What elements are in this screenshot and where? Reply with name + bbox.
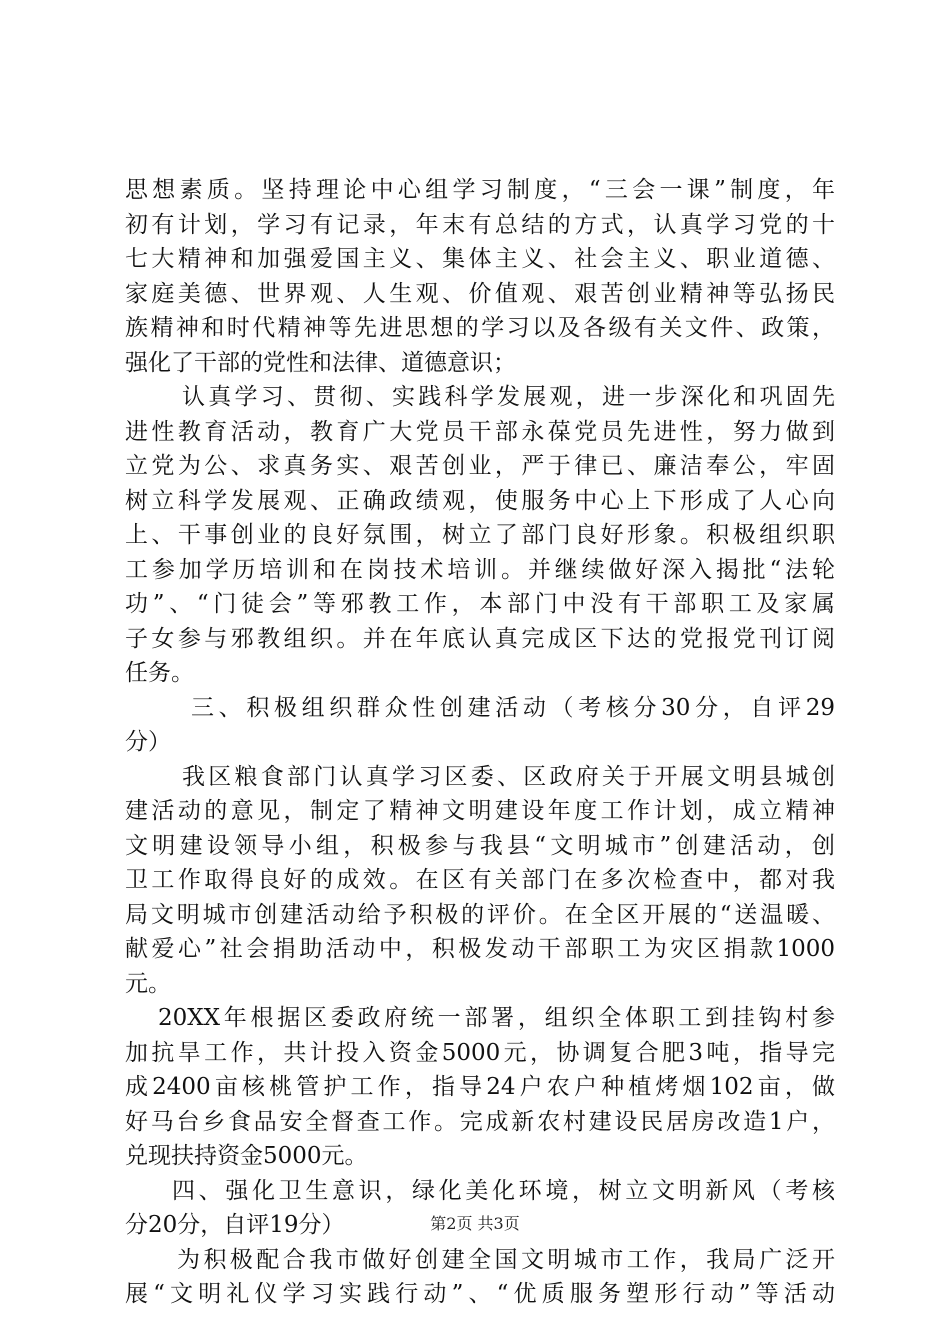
paragraph-line: 局文明城市创建活动给予积极的评价。在全区开展的“送温暖、 xyxy=(125,901,835,928)
paragraph-line: 任务。 xyxy=(125,660,194,686)
paragraph-line: 献爱心”社会捐助活动中，积极发动干部职工为灾区捐款1000 xyxy=(125,936,835,962)
paragraph-line: 卫工作取得良好的成效。在区有关部门在多次检查中，都对我 xyxy=(125,867,835,893)
paragraph-line: 思想素质。坚持理论中心组学习制度，“三会一课”制度，年 xyxy=(125,177,835,203)
paragraph-line: 为积极配合我市做好创建全国文明城市工作，我局广泛开 xyxy=(177,1246,835,1273)
paragraph-line: 我区粮食部门认真学习区委、区政府关于开展文明县城创 xyxy=(182,763,835,790)
paragraph-line: 文明建设领导小组，积极参与我县“文明城市”创建活动，创 xyxy=(125,832,835,859)
paragraph-line: 立党为公、求真务实、艰苦创业，严于律已、廉洁奉公，牢固 xyxy=(125,453,835,479)
paragraph-line: 进性教育活动，教育广大党员干部永葆党员先进性，努力做到 xyxy=(125,418,835,445)
section-heading-line: 四、强化卫生意识，绿化美化环境，树立文明新风（考核 xyxy=(172,1177,835,1204)
paragraph-line: 子女参与邪教组织。并在年底认真完成区下达的党报党刊订阅 xyxy=(125,625,835,652)
paragraph-line: 强化了干部的党性和法律、道德意识； xyxy=(125,349,516,376)
page-number-footer: 第2页 共3页 xyxy=(430,1214,520,1233)
section-heading-line: 三、积极组织群众性创建活动（考核分30分，自评29 xyxy=(191,694,835,721)
paragraph-line: 元。 xyxy=(125,970,171,997)
section-heading-line: 分20分，自评19分） xyxy=(125,1212,345,1238)
paragraph-line: 成2400亩核桃管护工作，指导24户农户种植烤烟102亩，做 xyxy=(125,1074,835,1100)
paragraph-line: 上、干事创业的良好氛围，树立了部门良好形象。积极组织职 xyxy=(125,522,835,548)
paragraph-line: 兑现扶持资金5000元。 xyxy=(125,1143,368,1169)
paragraph-line: 七大精神和加强爱国主义、集体主义、社会主义、职业道德、 xyxy=(125,246,835,272)
paragraph-line: 好马台乡食品安全督查工作。完成新农村建设民居房改造1户， xyxy=(125,1108,835,1135)
paragraph-line: 树立科学发展观、正确政绩观，使服务中心上下形成了人心向 xyxy=(125,487,835,514)
paragraph-line: 工参加学历培训和在岗技术培训。并继续做好深入揭批“法轮 xyxy=(125,556,835,583)
paragraph-line: 初有计划，学习有记录，年末有总结的方式，认真学习党的十 xyxy=(125,211,835,238)
document-body xyxy=(125,173,835,1312)
paragraph-line: 认真学习、贯彻、实践科学发展观，进一步深化和巩固先 xyxy=(182,384,835,410)
paragraph-line: 展“文明礼仪学习实践行动”、“优质服务塑形行动”等活动 xyxy=(125,1281,835,1307)
paragraph-line: 功”、“门徒会”等邪教工作，本部门中没有干部职工及家属 xyxy=(125,591,835,617)
section-heading-line: 分） xyxy=(125,729,171,755)
paragraph-line: 建活动的意见，制定了精神文明建设年度工作计划，成立精神 xyxy=(125,798,835,824)
paragraph-line: 族精神和时代精神等先进思想的学习以及各级有关文件、政策， xyxy=(125,315,835,341)
paragraph-line: 家庭美德、世界观、人生观、价值观、艰苦创业精神等弘扬民 xyxy=(125,280,835,307)
paragraph-line: 20XX年根据区委政府统一部署，组织全体职工到挂钩村参 xyxy=(158,1005,835,1031)
paragraph-line: 加抗旱工作，共计投入资金5000元，协调复合肥3吨，指导完 xyxy=(125,1039,835,1066)
